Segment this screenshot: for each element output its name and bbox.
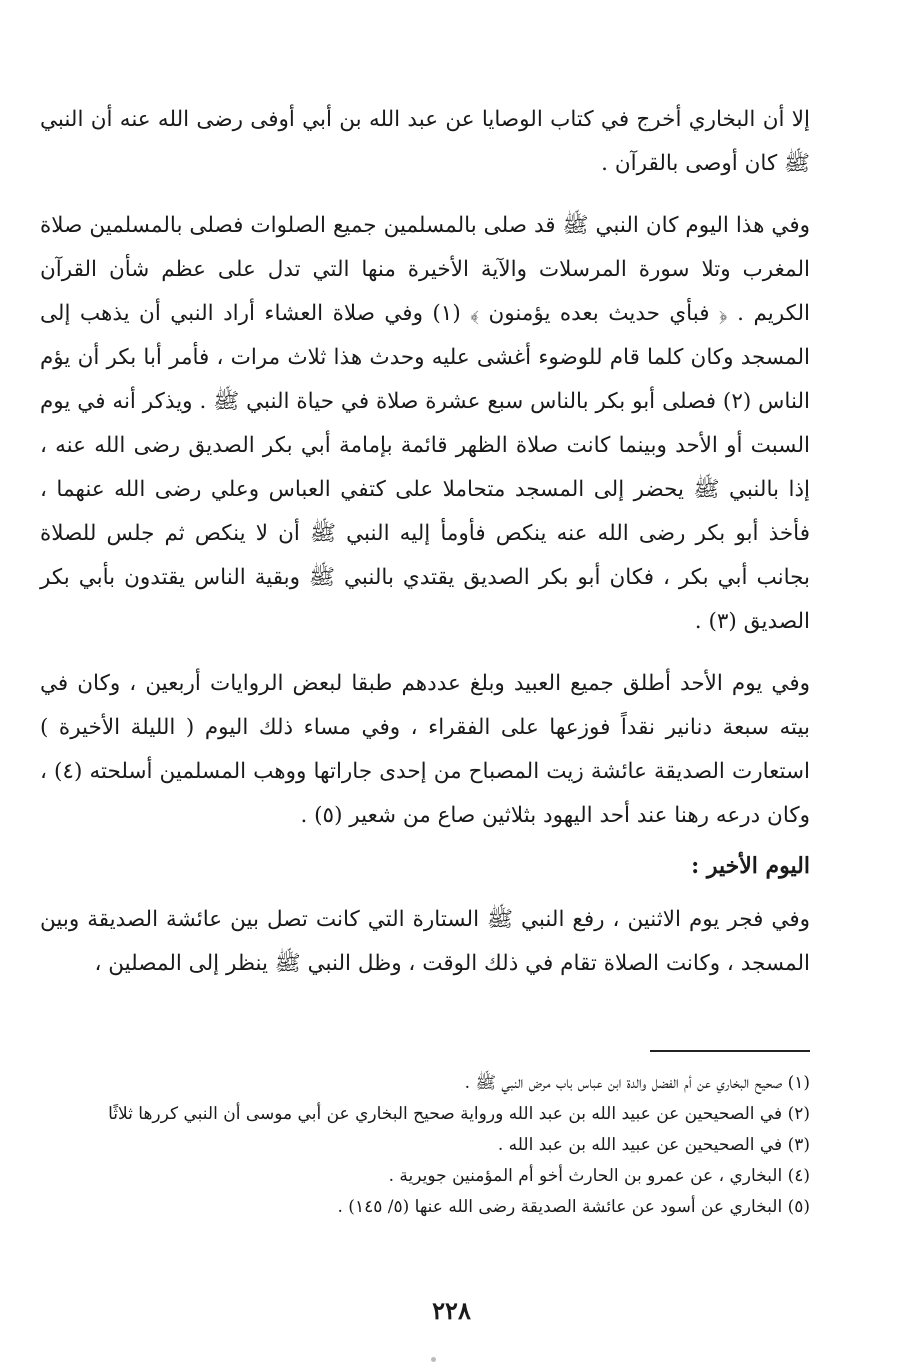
- section-heading: اليوم الأخير :: [691, 853, 810, 879]
- footnote-4: (٤) البخاري ، عن عمرو بن الحارث أخو أم المؤمنين جويرية .: [388, 1166, 810, 1186]
- footnote-5: (٥) البخاري عن أسود عن عائشة الصديقة رضى الله عنها (٥/ ١٤٥) .: [337, 1197, 810, 1217]
- page-number: ٢٢٨: [432, 1296, 471, 1325]
- footnote-1: (١) صحيح البخاري عن أم الفضل والدة ابن عباس باب مرض النبي ﷺ .: [464, 1073, 810, 1093]
- paragraph-3: وفي يوم الأحد أطلق جميع العبيد وبلغ عددهم طبقا لبعض الروايات أربعين ، وكان في بيته سبعة دنانير نقداً فوزعها على الفقراء ، وفي مساء ذلك اليوم ( الليلة الأخيرة ) استعارت الصديقة عائشة زيت المصباح من إحدى جاراتها ووهب المسلمين أسلحته (٤) ، وكان درعه رهنا عند أحد اليهود بثلاثين صاع من شعير (٥) .: [40, 671, 810, 828]
- paragraph-2: وفي هذا اليوم كان النبي ﷺ قد صلى بالمسلمين جميع الصلوات فصلى بالمسلمين صلاة المغرب وتلا سورة المرسلات والآية الأخيرة منها التي تدل على عظم شأن القرآن الكريم . ﴿ فبأي حديث بعده يؤمنون ﴾ (١) وفي صلاة العشاء أراد النبي أن يذهب إلى المسجد وكان كلما قام للوضوء أغشى عليه وحدث هذا ثلاث مرات ، فأمر أبا بكر أن يؤم الناس (٢) فصلى أبو بكر بالناس سبع عشرة صلاة في حياة النبي ﷺ . ويذكر أنه في يوم السبت أو الأحد وبينما كانت صلاة الظهر قائمة بإمامة أبي بكر الصديق رضى الله عنه ، إذا بالنبي ﷺ يحضر إلى المسجد متحاملا على كتفي العباس وعلي رضى الله عنهما ، فأخذ أبو بكر رضى الله عنه ينكص فأومأ إليه النبي ﷺ أن لا ينكص ثم جلس للصلاة بجانب أبي بكر ، فكان أبو بكر الصديق يقتدي بالنبي ﷺ وبقية الناس يقتدون بأبي بكر الصديق (٣) .: [40, 213, 811, 634]
- footnote-separator: [650, 1050, 810, 1052]
- paragraph-4: وفي فجر يوم الاثنين ، رفع النبي ﷺ الستارة التي كانت تصل بين عائشة الصديقة وبين المسجد ، وكانت الصلاة تقام في ذلك الوقت ، وظل النبي ﷺ ينظر إلى المصلين ،: [40, 907, 810, 976]
- scan-speck: [431, 1357, 436, 1362]
- footnotes: [40, 1068, 810, 1223]
- main-text: [40, 98, 810, 986]
- footnote-3: (٣) في الصحيحين عن عبيد الله بن عبد الله .: [497, 1135, 810, 1155]
- footnote-2: (٢) في الصحيحين عن عبيد الله بن عبد الله ورواية صحيح البخاري عن أبي موسى أن النبي كررها ثلاثًا: [108, 1104, 810, 1124]
- paragraph-1: إلا أن البخاري أخرج في كتاب الوصايا عن عبد الله بن أبي أوفى رضى الله عنه أن النبي ﷺ كان أوصى بالقرآن .: [40, 107, 810, 176]
